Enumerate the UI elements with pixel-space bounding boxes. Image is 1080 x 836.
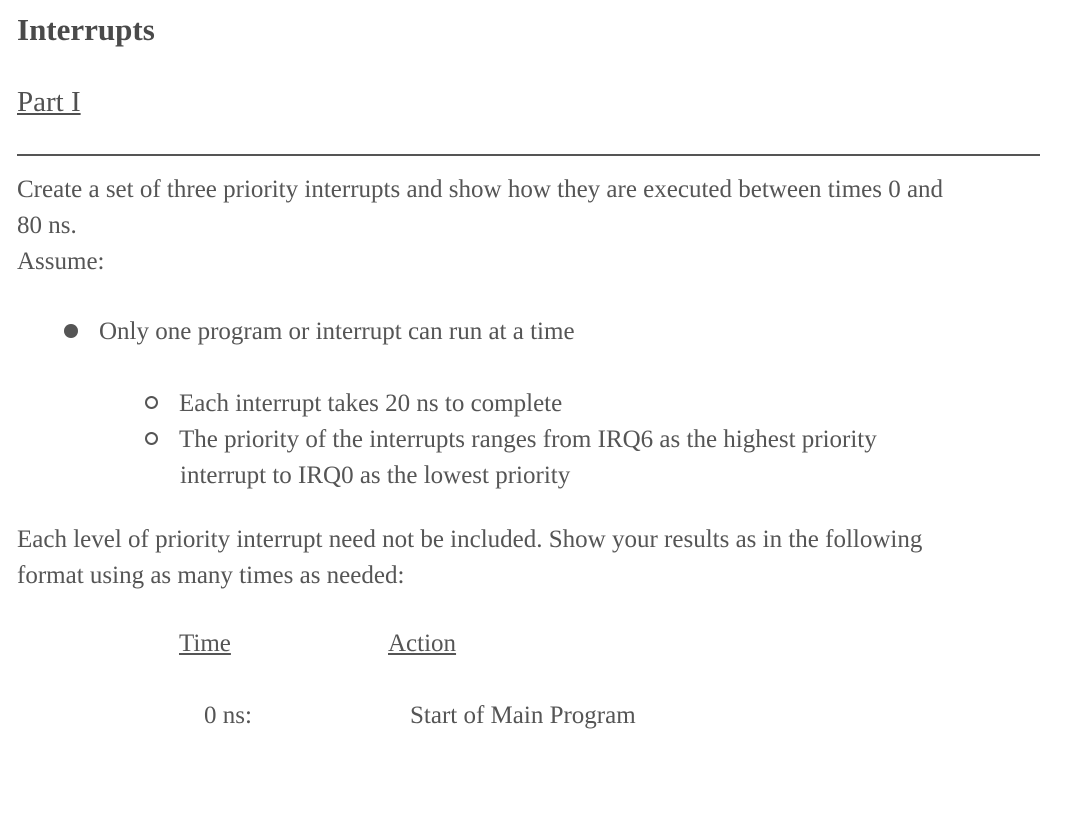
table-header-action: Action xyxy=(388,630,457,657)
table-cell-time: 0 ns: xyxy=(204,702,252,729)
section-heading-part-1: Part I xyxy=(17,86,81,118)
sub-bullet-text-2b: interrupt to IRQ0 as the lowest priority xyxy=(180,462,571,489)
bullet-circle-icon xyxy=(145,432,158,445)
sub-bullet-text-1: Each interrupt takes 20 ns to complete xyxy=(179,390,563,417)
bullet-circle-icon xyxy=(145,396,158,409)
intro-paragraph xyxy=(17,172,943,244)
horizontal-divider xyxy=(17,154,1040,156)
sub-bullet-text-2a: The priority of the interrupts ranges from IRQ6 as the highest priority xyxy=(179,426,877,453)
page-title: Interrupts xyxy=(17,12,155,47)
bullet-item-main xyxy=(64,314,575,350)
bullet-text-main: Only one program or interrupt can run at a time xyxy=(99,318,575,345)
intro-line-2: 80 ns. xyxy=(17,212,77,239)
instructions-line-2: format using as many times as needed: xyxy=(17,562,405,589)
table-header-time: Time xyxy=(179,630,231,657)
intro-line-1: Create a set of three priority interrupts and show how they are executed between times 0 and xyxy=(17,176,944,203)
instructions-line-1: Each level of priority interrupt need not be included. Show your results as in the following xyxy=(17,526,923,553)
sub-bullet-item-2 xyxy=(145,422,877,458)
table-cell-action: Start of Main Program xyxy=(410,702,636,729)
assume-label: Assume: xyxy=(17,248,105,275)
bullet-disc-icon xyxy=(64,324,78,338)
sub-bullet-item-1 xyxy=(145,386,562,422)
